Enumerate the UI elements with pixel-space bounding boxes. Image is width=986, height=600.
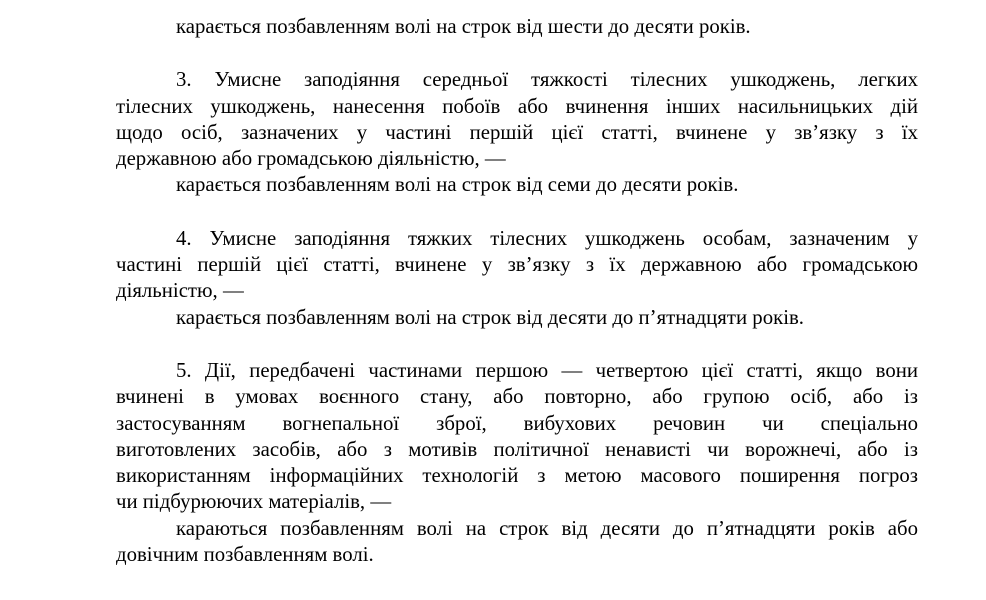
text-line: 4. Умисне заподіяння тяжких тілесних ушкоджень особам, зазначеним у [176,226,918,250]
sanction-part-4: карається позбавленням волі на строк від десяти до п’ятнадцяти років. [176,305,804,329]
text-line: виготовлених засобів, або з мотивів політичної ненависті чи ворожнечі, або із [116,437,918,461]
text-line: застосуванням вогнепальної зброї, вибухових речовин чи спеціально [116,411,918,435]
text-line: тілесних ушкоджень, нанесення побоїв або вчинення інших насильницьких дій [116,94,918,118]
text-line: 5. Дії, передбачені частинами першою — четвертою цієї статті, якщо вони [176,358,918,382]
paragraph-part-3 [116,67,918,198]
text-line: щодо осіб, зазначених у частині першій цієї статті, вчинене у зв’язку з їх [116,120,918,144]
text-line: частині першій цієї статті, вчинене у зв’язку з їх державною або громадською [116,253,918,277]
document-page [116,14,918,568]
text-line: довічним позбавленням волі. [116,543,374,567]
sanction-part-2: карається позбавленням волі на строк від шести до десяти років. [176,15,751,38]
text-line: діяльністю, — [116,279,244,303]
text-line: чи підбурюючих матеріалів, — [116,490,392,514]
sanction-part-5: караються позбавленням волі на строк від десяти до п’ятнадцяти років або [176,516,918,540]
text-line: 3. Умисне заподіяння середньої тяжкості тілесних ушкоджень, легких [176,68,918,92]
paragraph-gap [116,331,918,358]
text-line: використанням інформаційних технологій з метою масового поширення погроз [116,464,918,488]
paragraph-part-4 [116,226,918,331]
text-line: вчинені в умовах воєнного стану, або повторно, або групою осіб, або із [116,385,918,409]
paragraph-part-5 [116,358,918,568]
text-line: державною або громадською діяльністю, — [116,147,506,171]
sanction-part-3: карається позбавленням волі на строк від семи до десяти років. [176,173,739,197]
paragraph-gap [116,199,918,226]
paragraph-gap [116,40,918,67]
